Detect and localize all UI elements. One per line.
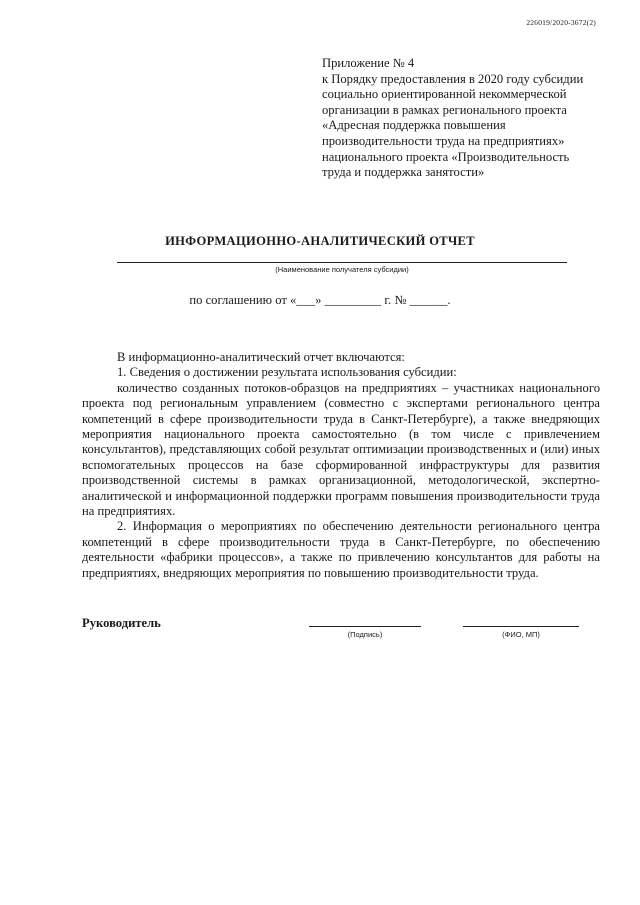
report-body [82,350,600,581]
recipient-underline [117,262,567,263]
signer-role: Руководитель [82,616,161,630]
appendix-line: национального проекта «Производительность [322,149,570,164]
signature-underline [309,626,421,627]
appendix-line: к Порядку предоставления в 2020 году субсидии [322,71,584,86]
appendix-line: организации в рамках регионального проекта [322,102,567,117]
item-1-heading: 1. Сведения о достижении результата использования субсидии: [117,365,457,380]
name-underline [463,626,579,627]
name-caption: (ФИО, МП) [502,630,540,639]
appendix-note [322,56,612,181]
appendix-line: социально ориентированной некоммерческой [322,87,567,102]
item-2-paragraph: 2. Информация о мероприятиях по обеспечению деятельности регионального центра компетенций в сфере производительности труда в Санкт-Петербурге, по обеспечению деятельности «фабрики процессов», а также по привлечению консультантов для работы на предприятиях, внедряющих мероприятия по повышению производительности труда. [82,519,600,580]
document-number: 226019/2020-3672(2) [526,18,596,27]
appendix-line: Приложение № 4 [322,56,415,70]
intro-paragraph: В информационно-аналитический отчет включаются: [117,350,405,364]
report-title: ИНФОРМАЦИОННО-АНАЛИТИЧЕСКИЙ ОТЧЕТ [165,234,475,248]
appendix-line: производительности труда на предприятиях» [322,133,565,148]
item-1-paragraph: количество созданных потоков-образцов на предприятиях – участниках национального проекта под региональным управлением (совместно с экспертами регионального центра компетенций в сфере производительности труда в Санкт-Петербурге), а также внедряющих мероприятия национального проекта самостоятельно (в том числе с привлечением консультантов), представляющих собой результат оптимизации производственных и (или) иных вспомогательных процессов на базе сформированной инфраструктуры для развития производственной системы в рамках организационной, методологической, экспертно-аналитической и информационной поддержки программ повышения производительности труда на предприятиях. [82,380,600,519]
signature-caption: (Подпись) [347,630,383,639]
recipient-caption: (Наименование получателя субсидии) [275,265,409,274]
agreement-line: по соглашению от «___» _________ г. № ______. [189,293,451,307]
appendix-line: «Адресная поддержка повышения [322,118,506,133]
appendix-line: труда и поддержка занятости» [322,165,485,180]
